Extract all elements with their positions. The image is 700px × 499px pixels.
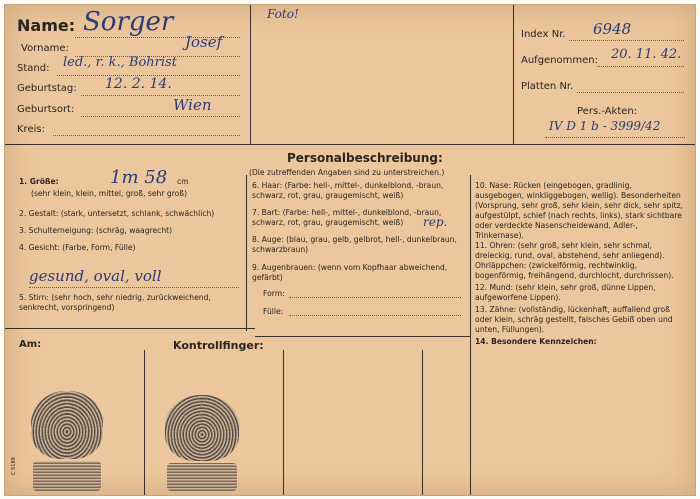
foto-note: Foto! <box>267 7 299 21</box>
bart-value: rep. <box>423 215 448 229</box>
ohren-item: 11. Ohren: (sehr groß, sehr klein, sehr schmal, dreieckig, rund, oval, abstehend, sehr anliegend). Ohrläppchen: (zwickelförmig, rechtwinklig, bogenförmig, freihängend, durchlocht, durchrissen). <box>475 241 674 280</box>
fingerprint-right-lower <box>167 463 237 491</box>
stand-value: led., r. k., Bohrist <box>63 55 177 70</box>
augenbrauen-item: 9. Augenbrauen: (wenn vom Kopfhaar abweichend, gefärbt) <box>252 263 448 282</box>
nase-item: 10. Nase: Rücken (eingebogen, gradlinig, ausgebogen, winkliggebogen, wellig). Besonderheiten (Vorsprung, sehr groß, sehr klein, sehr dick, sehr spitz, aufgestülpt, schief (nach rechts, links), stark sichtbare oder verdeckte Nasenscheidewand, Adler-, Trinkernase). <box>475 181 683 240</box>
aufgenommen-dots <box>597 66 684 67</box>
divider-col-a <box>250 5 251 144</box>
fuelle-dots <box>289 315 461 316</box>
fuelle-label: Fülle: <box>263 307 284 316</box>
personalbeschreibung-title: Personalbeschreibung: <box>287 151 443 165</box>
zaehne-item: 13. Zähne: (vollständig, lückenhaft, auffallend groß oder klein, schräg gestellt, falsches Gebiß oben und unten, Füllungen). <box>475 305 673 334</box>
divider-bottom-right <box>255 336 470 337</box>
perf-label: Pers.-Akten: <box>577 106 638 117</box>
fingerprint-left-lower <box>33 461 101 491</box>
groesse-options: (sehr klein, klein, mittel, groß, sehr groß) <box>31 189 188 198</box>
groesse-value: 1m 58 <box>110 167 168 188</box>
groesse-label: 1. Größe: <box>19 177 59 186</box>
geburtstag-label: Geburtstag: <box>17 83 77 94</box>
form-label: Form: <box>263 289 285 298</box>
aufgenommen-value: 20. 11. 42. <box>611 47 682 62</box>
index-label: Index Nr. <box>521 29 566 40</box>
kennzeichen-item: 14. Besondere Kennzeichen: <box>475 337 597 346</box>
registration-card <box>4 4 696 496</box>
bart-item: 7. Bart: (Farbe: hell-, mittel-, dunkelblond, -braun, schwarz, rot, grau, graugemischt, weiß) <box>252 208 442 227</box>
gesicht-value: gesund, oval, voll <box>29 267 162 285</box>
kreis-label: Kreis: <box>17 124 45 135</box>
geburtstag-dots <box>81 95 240 96</box>
gestalt-item: 2. Gestalt: (stark, untersetzt, schlank, schwächlich) <box>19 209 215 218</box>
gesicht-item: 4. Gesicht: (Farbe, Form, Fülle) <box>19 243 136 252</box>
perf-dots <box>545 137 685 138</box>
divider-header <box>5 144 695 145</box>
stirn-item: 5. Stirn: (sehr hoch, sehr niedrig, zurückweichend, senkrecht, vorspringend) <box>19 293 211 312</box>
haar-item: 6. Haar: (Farbe: hell-, mittel-, dunkelblond, -braun, schwarz, rot, grau, graugemischt, weiß) <box>252 181 444 200</box>
platten-dots <box>577 92 684 93</box>
divider-desc-2 <box>470 175 471 495</box>
geburtsort-value: Wien <box>173 96 212 114</box>
divider-bottom <box>5 328 255 329</box>
kontrollfinger-label: Kontrollfinger: <box>173 339 264 352</box>
fingerprint-left <box>31 391 103 459</box>
stand-label: Stand: <box>17 63 50 74</box>
form-dots <box>289 297 461 298</box>
name-value: Sorger <box>83 7 174 37</box>
kreis-dots <box>53 135 240 136</box>
divider-finger-2 <box>283 350 284 495</box>
divider-finger-3 <box>422 350 423 495</box>
schulter-item: 3. Schulterneigung: (schräg, waagrecht) <box>19 226 173 235</box>
index-value: 6948 <box>593 20 632 38</box>
aufgenommen-label: Aufgenommen: <box>521 55 598 66</box>
perf-value: IV D 1 b - 3999/42 <box>549 119 661 133</box>
vorname-label: Vorname: <box>21 43 69 54</box>
name-label: Name: <box>17 16 76 35</box>
divider-desc-1 <box>246 175 247 331</box>
index-dots <box>569 40 684 41</box>
vorname-value: Josef <box>185 33 223 51</box>
geburtsort-dots <box>81 116 240 117</box>
personalbeschreibung-subtitle: (Die zutreffenden Angaben sind zu unterstreichen.) <box>249 168 445 177</box>
gesicht-dots <box>29 287 239 288</box>
print-code: C 5189 <box>11 457 17 475</box>
groesse-unit: cm <box>177 177 189 186</box>
platten-label: Platten Nr. <box>521 81 574 92</box>
geburtstag-value: 12. 2. 14. <box>105 76 172 92</box>
geburtsort-label: Geburtsort: <box>17 104 75 115</box>
am-label: Am: <box>19 339 42 350</box>
mund-item: 12. Mund: (sehr klein, sehr groß, dünne Lippen, aufgeworfene Lippen). <box>475 283 656 302</box>
fingerprint-right <box>165 395 239 461</box>
divider-col-b <box>513 5 514 144</box>
divider-finger-1 <box>144 350 145 495</box>
augen-item: 8. Auge: (blau, grau, gelb, gelbrot, hell-, dunkelbraun, schwarzbraun) <box>252 235 457 254</box>
